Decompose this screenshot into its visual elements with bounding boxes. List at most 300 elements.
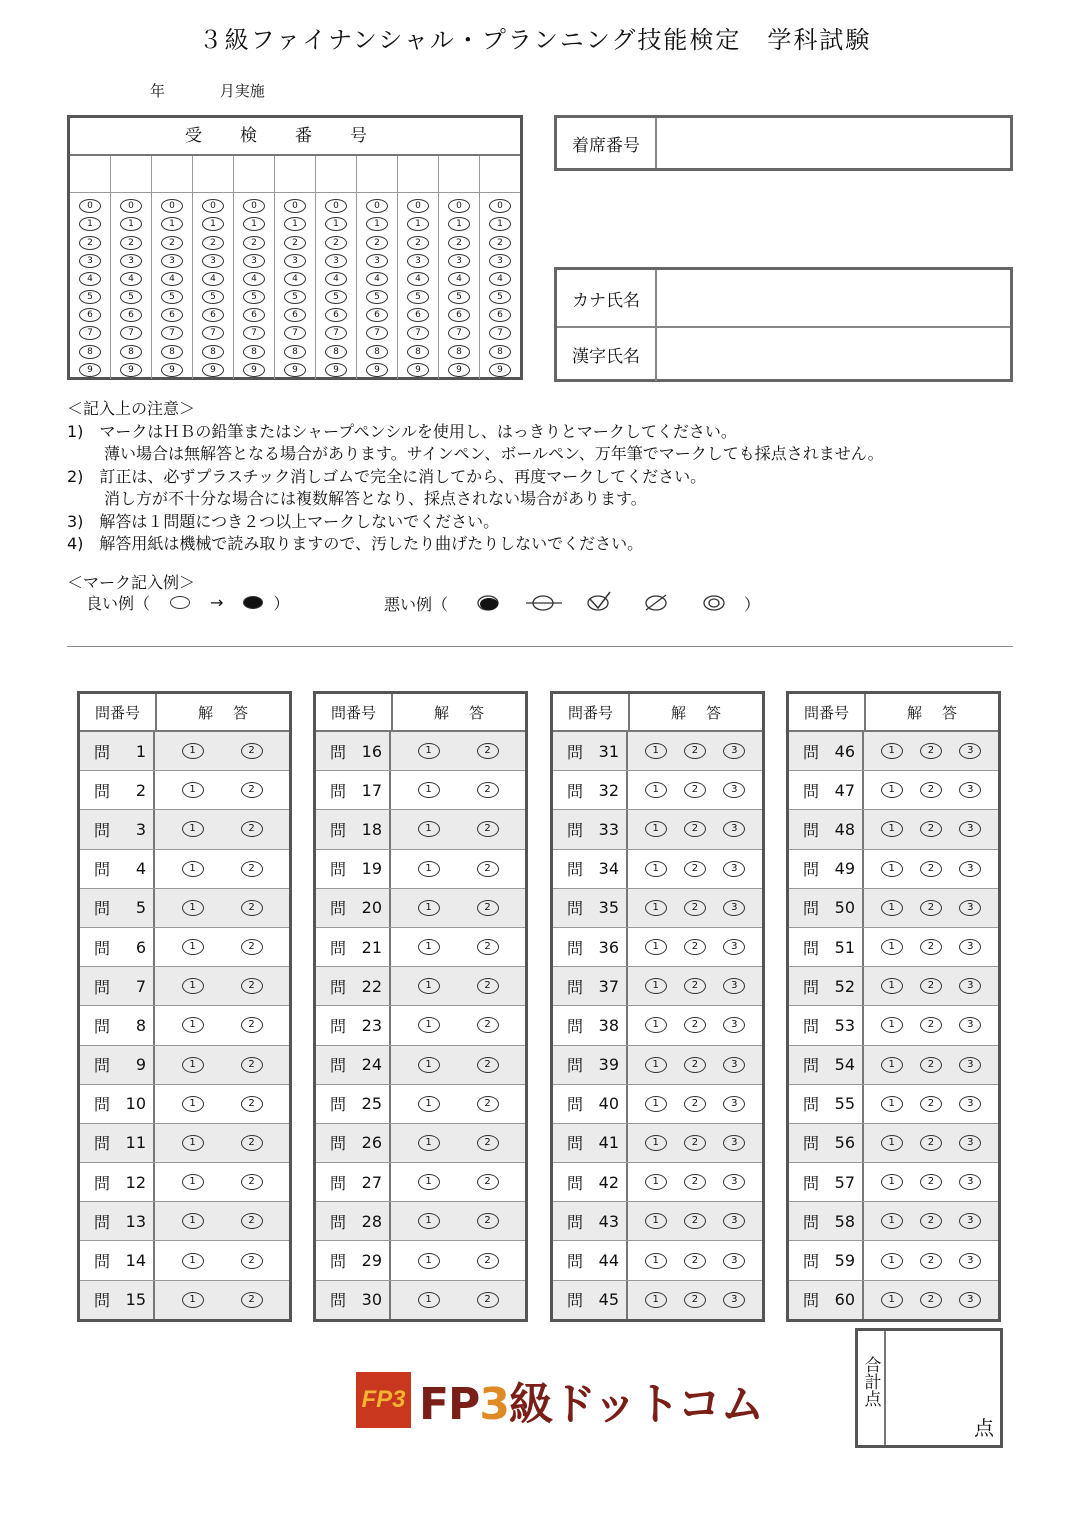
answer-bubble[interactable]: 3 [959, 1096, 981, 1112]
answer-bubble[interactable]: 1 [645, 1135, 667, 1151]
exam-digit-bubble[interactable]: 0 [202, 199, 224, 213]
exam-digit-bubble[interactable]: 3 [448, 254, 470, 268]
answer-bubble[interactable]: 1 [418, 900, 440, 916]
answer-bubble[interactable]: 1 [645, 782, 667, 798]
answer-bubble[interactable]: 2 [684, 900, 706, 916]
answer-bubble[interactable]: 2 [477, 782, 499, 798]
answer-bubble[interactable]: 2 [684, 978, 706, 994]
answer-bubble[interactable]: 1 [645, 1174, 667, 1190]
answer-bubble[interactable]: 1 [881, 821, 903, 837]
exam-digit-bubble[interactable]: 3 [407, 254, 429, 268]
answer-bubble[interactable]: 2 [684, 1017, 706, 1033]
exam-digit-bubble[interactable]: 8 [489, 345, 511, 359]
answer-bubble[interactable]: 3 [723, 1017, 745, 1033]
exam-digit-bubble[interactable]: 8 [79, 345, 101, 359]
answer-bubble[interactable]: 1 [182, 861, 204, 877]
exam-digit-write-box[interactable] [439, 156, 479, 193]
answer-bubble[interactable]: 2 [241, 900, 263, 916]
answer-bubble[interactable]: 2 [920, 1096, 942, 1112]
question-number-value: 16 [361, 741, 383, 761]
answer-bubble[interactable]: 2 [684, 1135, 706, 1151]
answer-bubble[interactable]: 2 [477, 978, 499, 994]
exam-digit-bubble[interactable]: 6 [202, 308, 224, 322]
exam-digit-bubble[interactable]: 0 [325, 199, 347, 213]
exam-digit-bubble[interactable]: 1 [79, 217, 101, 231]
answer-bubble[interactable]: 1 [881, 743, 903, 759]
answer-bubble[interactable]: 1 [645, 1057, 667, 1073]
question-number-value: 56 [834, 1133, 856, 1153]
exam-digit-bubble[interactable]: 2 [202, 236, 224, 250]
answer-bubble[interactable]: 1 [881, 1292, 903, 1308]
answer-bubble[interactable]: 1 [881, 900, 903, 916]
question-number-value: 38 [598, 1015, 620, 1035]
exam-digit-bubble[interactable]: 8 [448, 345, 470, 359]
answer-bubble[interactable]: 3 [723, 861, 745, 877]
answer-bubble[interactable]: 3 [959, 1292, 981, 1308]
answer-bubble[interactable]: 1 [182, 782, 204, 798]
exam-digit-bubble[interactable]: 8 [202, 345, 224, 359]
kanji-name-field[interactable] [657, 328, 1010, 381]
seat-number-field[interactable] [657, 118, 1010, 168]
answer-bubble[interactable]: 3 [959, 1213, 981, 1229]
exam-digit-bubble[interactable]: 2 [120, 236, 142, 250]
exam-digit-bubble[interactable]: 5 [79, 290, 101, 304]
exam-digit-bubble[interactable]: 5 [407, 290, 429, 304]
answer-bubble[interactable]: 1 [418, 743, 440, 759]
answer-options [155, 771, 289, 809]
answer-bubble[interactable]: 1 [418, 939, 440, 955]
exam-digit-bubble[interactable]: 6 [407, 308, 429, 322]
exam-digit-write-box[interactable] [398, 156, 438, 193]
exam-digit-bubble[interactable]: 5 [489, 290, 511, 304]
exam-digit-bubble[interactable]: 4 [407, 272, 429, 286]
answer-bubble[interactable]: 1 [418, 1017, 440, 1033]
exam-digit-bubble[interactable]: 6 [489, 308, 511, 322]
question-number [316, 1202, 391, 1240]
answer-bubble[interactable]: 3 [723, 1174, 745, 1190]
exam-digit-bubble[interactable]: 5 [366, 290, 388, 304]
answer-bubble[interactable]: 3 [959, 939, 981, 955]
answer-bubble[interactable]: 1 [182, 1174, 204, 1190]
exam-digit-bubble[interactable]: 1 [120, 217, 142, 231]
answer-bubble[interactable]: 2 [920, 743, 942, 759]
exam-digit-bubble[interactable]: 6 [366, 308, 388, 322]
exam-digit-bubble[interactable]: 1 [284, 217, 306, 231]
answer-bubble[interactable]: 1 [645, 1096, 667, 1112]
answer-bubble[interactable]: 3 [723, 900, 745, 916]
exam-digit-bubble[interactable]: 9 [325, 363, 347, 377]
answer-bubble[interactable]: 1 [418, 782, 440, 798]
answer-bubble[interactable]: 2 [920, 900, 942, 916]
answer-bubble[interactable]: 2 [684, 1253, 706, 1269]
answer-bubble[interactable]: 1 [645, 1017, 667, 1033]
answer-bubble[interactable]: 2 [241, 1292, 263, 1308]
exam-digit-bubble[interactable]: 5 [284, 290, 306, 304]
answer-bubble[interactable]: 3 [959, 1174, 981, 1190]
answer-bubble[interactable]: 2 [920, 1253, 942, 1269]
answer-bubble[interactable]: 1 [418, 978, 440, 994]
exam-digit-bubble[interactable]: 6 [161, 308, 183, 322]
answer-bubble[interactable]: 1 [881, 978, 903, 994]
answer-bubble[interactable]: 2 [477, 861, 499, 877]
exam-digit-bubble[interactable]: 4 [120, 272, 142, 286]
answer-bubble[interactable]: 3 [959, 1135, 981, 1151]
answer-bubble[interactable]: 2 [920, 1135, 942, 1151]
exam-digit-bubble[interactable]: 5 [448, 290, 470, 304]
exam-digit-bubble[interactable]: 8 [120, 345, 142, 359]
answer-bubble[interactable]: 2 [684, 782, 706, 798]
answer-options [628, 1241, 762, 1279]
exam-digit-bubble[interactable]: 3 [161, 254, 183, 268]
answer-options [155, 1202, 289, 1240]
answer-bubble[interactable]: 2 [684, 1174, 706, 1190]
exam-digit-bubble[interactable]: 0 [448, 199, 470, 213]
answer-bubble[interactable]: 2 [477, 1253, 499, 1269]
answer-bubble[interactable]: 2 [920, 1213, 942, 1229]
exam-digit-bubble[interactable]: 5 [325, 290, 347, 304]
exam-digit-bubble[interactable]: 7 [489, 326, 511, 340]
answer-bubble[interactable]: 2 [920, 861, 942, 877]
exam-digit-bubble[interactable]: 4 [448, 272, 470, 286]
answer-bubble[interactable]: 2 [684, 743, 706, 759]
answer-bubble[interactable]: 3 [959, 1057, 981, 1073]
answer-bubble[interactable]: 1 [182, 1253, 204, 1269]
exam-digit-bubble[interactable]: 3 [243, 254, 265, 268]
answer-row [553, 1084, 762, 1123]
exam-digit-bubble[interactable]: 9 [489, 363, 511, 377]
answer-bubble[interactable]: 2 [477, 821, 499, 837]
answer-bubble[interactable]: 1 [645, 1253, 667, 1269]
answer-bubble[interactable]: 1 [645, 900, 667, 916]
exam-digit-bubble[interactable]: 0 [120, 199, 142, 213]
exam-digit-bubble[interactable]: 4 [284, 272, 306, 286]
exam-digit-bubble[interactable]: 4 [79, 272, 101, 286]
exam-digit-bubble[interactable]: 8 [161, 345, 183, 359]
exam-digit-write-box[interactable] [70, 156, 110, 193]
exam-digit-bubble[interactable]: 8 [284, 345, 306, 359]
exam-digit-bubble[interactable]: 2 [161, 236, 183, 250]
answer-bubble[interactable]: 2 [920, 1174, 942, 1190]
question-prefix: 問 [330, 860, 347, 880]
exam-digit-bubble[interactable]: 7 [366, 326, 388, 340]
exam-digit-bubble[interactable]: 7 [448, 326, 470, 340]
answer-bubble[interactable]: 1 [418, 821, 440, 837]
answer-bubble[interactable]: 1 [182, 1017, 204, 1033]
answer-bubble[interactable]: 2 [241, 1096, 263, 1112]
exam-digit-bubble[interactable]: 6 [284, 308, 306, 322]
question-number [789, 1046, 864, 1084]
answer-bubble[interactable]: 3 [959, 900, 981, 916]
exam-digit-bubble[interactable]: 7 [407, 326, 429, 340]
answer-bubble[interactable]: 2 [477, 1292, 499, 1308]
exam-digit-bubble[interactable]: 4 [325, 272, 347, 286]
exam-digit-bubble[interactable]: 1 [325, 217, 347, 231]
exam-digit-bubble[interactable]: 2 [366, 236, 388, 250]
answer-bubble[interactable]: 3 [959, 743, 981, 759]
exam-digit-bubble[interactable]: 8 [407, 345, 429, 359]
exam-digit-column [315, 156, 356, 379]
answer-bubble[interactable]: 3 [723, 1253, 745, 1269]
answer-bubble[interactable]: 1 [182, 1096, 204, 1112]
exam-digit-write-box[interactable] [234, 156, 274, 193]
question-prefix: 問 [803, 820, 820, 840]
answer-bubble[interactable]: 1 [645, 1292, 667, 1308]
answer-bubble[interactable]: 3 [723, 939, 745, 955]
answer-bubble[interactable]: 2 [477, 743, 499, 759]
exam-digit-bubble[interactable]: 4 [243, 272, 265, 286]
answer-bubble[interactable]: 1 [881, 782, 903, 798]
exam-digit-bubble[interactable]: 4 [489, 272, 511, 286]
exam-digit-bubble[interactable]: 6 [120, 308, 142, 322]
question-number-value: 26 [361, 1133, 383, 1153]
exam-digit-bubble[interactable]: 2 [284, 236, 306, 250]
exam-digit-bubble[interactable]: 8 [325, 345, 347, 359]
exam-digit-bubble[interactable]: 9 [202, 363, 224, 377]
answer-bubble[interactable]: 1 [418, 1292, 440, 1308]
exam-digit-bubble[interactable]: 2 [407, 236, 429, 250]
answer-bubble[interactable]: 2 [477, 1174, 499, 1190]
answer-options [155, 1124, 289, 1162]
exam-digit-write-box[interactable] [316, 156, 356, 193]
exam-digit-bubble[interactable]: 2 [448, 236, 470, 250]
answer-bubble[interactable]: 3 [723, 1292, 745, 1308]
exam-digit-bubble[interactable]: 6 [448, 308, 470, 322]
answer-table-header [553, 694, 762, 732]
exam-digit-bubble[interactable]: 2 [79, 236, 101, 250]
answer-bubble[interactable]: 1 [881, 1174, 903, 1190]
exam-digit-write-box[interactable] [193, 156, 233, 193]
answer-bubble[interactable]: 2 [684, 939, 706, 955]
exam-digit-bubble[interactable]: 2 [325, 236, 347, 250]
answer-bubble[interactable]: 2 [241, 1135, 263, 1151]
exam-digit-bubble[interactable]: 9 [120, 363, 142, 377]
exam-digit-bubble[interactable]: 1 [407, 217, 429, 231]
answer-bubble[interactable]: 3 [959, 861, 981, 877]
answer-bubble[interactable]: 2 [241, 939, 263, 955]
answer-bubble[interactable]: 2 [241, 1174, 263, 1190]
exam-digit-bubble[interactable]: 5 [243, 290, 265, 304]
answer-bubble[interactable]: 3 [723, 1213, 745, 1229]
answer-bubble[interactable]: 1 [418, 1213, 440, 1229]
answer-bubble[interactable]: 3 [723, 1057, 745, 1073]
answer-bubble[interactable]: 1 [418, 1253, 440, 1269]
exam-digit-write-box[interactable] [111, 156, 151, 193]
exam-digit-bubble[interactable]: 7 [202, 326, 224, 340]
answer-bubble[interactable]: 2 [241, 978, 263, 994]
answer-bubble[interactable]: 3 [723, 1096, 745, 1112]
answer-bubble[interactable]: 1 [182, 1135, 204, 1151]
answer-bubble[interactable]: 1 [645, 939, 667, 955]
answer-bubble[interactable]: 1 [645, 1213, 667, 1229]
answer-bubble[interactable]: 2 [920, 939, 942, 955]
answer-bubble[interactable]: 3 [959, 1017, 981, 1033]
answer-bubble[interactable]: 2 [920, 782, 942, 798]
answer-bubble[interactable]: 3 [723, 743, 745, 759]
exam-digit-bubble[interactable]: 3 [284, 254, 306, 268]
answer-bubble[interactable]: 1 [881, 1057, 903, 1073]
answer-bubble[interactable]: 2 [684, 821, 706, 837]
exam-digit-bubble[interactable]: 5 [120, 290, 142, 304]
answer-bubble[interactable]: 2 [684, 1213, 706, 1229]
answer-bubble[interactable]: 1 [182, 1057, 204, 1073]
exam-digit-bubble[interactable]: 1 [366, 217, 388, 231]
answer-bubble[interactable]: 3 [959, 1253, 981, 1269]
exam-digit-bubble[interactable]: 3 [325, 254, 347, 268]
answer-bubble[interactable]: 2 [241, 1057, 263, 1073]
answer-bubble[interactable]: 2 [684, 1096, 706, 1112]
answer-bubble[interactable]: 2 [477, 1096, 499, 1112]
exam-digit-bubble[interactable]: 7 [161, 326, 183, 340]
exam-digit-bubble[interactable]: 9 [407, 363, 429, 377]
exam-digit-bubble[interactable]: 9 [161, 363, 183, 377]
answer-bubble[interactable]: 1 [418, 1135, 440, 1151]
answer-bubble[interactable]: 2 [241, 861, 263, 877]
answer-bubble[interactable]: 1 [418, 1096, 440, 1112]
answer-bubble[interactable]: 1 [182, 939, 204, 955]
answer-bubble[interactable]: 2 [920, 1017, 942, 1033]
exam-digit-bubble[interactable]: 1 [489, 217, 511, 231]
answer-bubble[interactable]: 2 [241, 1017, 263, 1033]
answer-bubble[interactable]: 1 [645, 743, 667, 759]
answer-bubble[interactable]: 2 [477, 1135, 499, 1151]
exam-digit-bubble[interactable]: 3 [366, 254, 388, 268]
exam-digit-bubble[interactable]: 0 [284, 199, 306, 213]
answer-bubble[interactable]: 3 [723, 1135, 745, 1151]
answer-bubble[interactable]: 1 [182, 978, 204, 994]
answer-bubble[interactable]: 2 [477, 1057, 499, 1073]
exam-digit-write-box[interactable] [275, 156, 315, 193]
instruction-line: 1) マークはＨＢの鉛筆またはシャープペンシルを使用し、はっきりとマークしてください。 [67, 421, 737, 441]
answer-bubble[interactable]: 1 [881, 939, 903, 955]
answer-bubble[interactable]: 2 [684, 1292, 706, 1308]
answer-bubble[interactable]: 2 [477, 1213, 499, 1229]
exam-digit-bubble[interactable]: 5 [202, 290, 224, 304]
exam-digit-bubble[interactable]: 1 [243, 217, 265, 231]
exam-digit-bubble[interactable]: 4 [161, 272, 183, 286]
answer-bubble[interactable]: 2 [241, 743, 263, 759]
exam-digit-bubble[interactable]: 7 [120, 326, 142, 340]
answer-bubble[interactable]: 1 [881, 1096, 903, 1112]
exam-digit-bubble[interactable]: 3 [489, 254, 511, 268]
answer-bubble[interactable]: 1 [645, 821, 667, 837]
exam-digit-write-box[interactable] [152, 156, 192, 193]
exam-digit-bubble[interactable]: 4 [366, 272, 388, 286]
answer-bubble[interactable]: 3 [959, 978, 981, 994]
exam-digit-bubble[interactable]: 2 [489, 236, 511, 250]
answer-bubble[interactable]: 2 [920, 1057, 942, 1073]
exam-digit-write-box[interactable] [480, 156, 520, 193]
answer-options [864, 928, 998, 966]
answer-bubble[interactable]: 1 [881, 861, 903, 877]
answer-bubble[interactable]: 2 [241, 782, 263, 798]
exam-digit-bubble[interactable]: 1 [202, 217, 224, 231]
answer-bubble[interactable]: 2 [477, 939, 499, 955]
exam-digit-bubble[interactable]: 6 [243, 308, 265, 322]
exam-digit-write-box[interactable] [357, 156, 397, 193]
exam-digit-bubble[interactable]: 9 [366, 363, 388, 377]
exam-digit-bubble[interactable]: 7 [79, 326, 101, 340]
question-prefix: 問 [94, 1016, 111, 1036]
answer-bubble[interactable]: 1 [881, 1253, 903, 1269]
answer-bubble[interactable]: 1 [418, 1057, 440, 1073]
answer-bubble[interactable]: 2 [241, 821, 263, 837]
exam-digit-bubble[interactable]: 9 [284, 363, 306, 377]
answer-bubble[interactable]: 1 [182, 743, 204, 759]
question-prefix: 問 [330, 1291, 347, 1311]
answer-bubble[interactable]: 2 [920, 1292, 942, 1308]
answer-bubble[interactable]: 3 [723, 821, 745, 837]
answer-bubble[interactable]: 3 [959, 821, 981, 837]
exam-digit-bubble[interactable]: 9 [243, 363, 265, 377]
exam-digit-bubble[interactable]: 3 [120, 254, 142, 268]
exam-digit-bubble[interactable]: 1 [161, 217, 183, 231]
answer-bubble[interactable]: 2 [241, 1253, 263, 1269]
question-number [789, 1124, 864, 1162]
exam-digit-bubble[interactable]: 3 [202, 254, 224, 268]
answer-bubble[interactable]: 1 [881, 1135, 903, 1151]
exam-digit-bubble[interactable]: 5 [161, 290, 183, 304]
exam-digit-bubble[interactable]: 9 [448, 363, 470, 377]
answer-bubble[interactable]: 1 [182, 1292, 204, 1308]
exam-digit-bubble[interactable]: 8 [366, 345, 388, 359]
question-number [80, 1241, 155, 1279]
exam-digit-bubble[interactable]: 0 [366, 199, 388, 213]
exam-digit-bubble[interactable]: 6 [79, 308, 101, 322]
exam-digit-bubble[interactable]: 2 [243, 236, 265, 250]
answer-bubble[interactable]: 3 [723, 978, 745, 994]
answer-bubble[interactable]: 1 [182, 1213, 204, 1229]
total-score-field[interactable] [886, 1331, 1000, 1445]
exam-digit-bubble[interactable]: 7 [325, 326, 347, 340]
answer-bubble[interactable]: 2 [920, 978, 942, 994]
answer-bubble[interactable]: 1 [881, 1017, 903, 1033]
answer-bubble[interactable]: 2 [241, 1213, 263, 1229]
answer-bubble[interactable]: 3 [723, 782, 745, 798]
exam-digit-bubble[interactable]: 7 [284, 326, 306, 340]
answer-bubble[interactable]: 1 [645, 861, 667, 877]
answer-bubble[interactable]: 1 [182, 900, 204, 916]
answer-bubble[interactable]: 3 [959, 782, 981, 798]
answer-bubble[interactable]: 1 [182, 821, 204, 837]
answer-options [391, 1241, 525, 1279]
exam-digit-bubble[interactable]: 7 [243, 326, 265, 340]
answer-bubble[interactable]: 1 [645, 978, 667, 994]
exam-digit-bubble[interactable]: 8 [243, 345, 265, 359]
exam-digit-bubble[interactable]: 1 [448, 217, 470, 231]
answer-bubble[interactable]: 2 [920, 821, 942, 837]
answer-bubble[interactable]: 1 [418, 861, 440, 877]
answer-bubble[interactable]: 1 [881, 1213, 903, 1229]
exam-digit-bubble[interactable]: 0 [161, 199, 183, 213]
kana-name-field[interactable] [657, 270, 1010, 326]
exam-digit-bubble[interactable]: 9 [79, 363, 101, 377]
exam-digit-bubble[interactable]: 6 [325, 308, 347, 322]
answer-bubble[interactable]: 2 [477, 1017, 499, 1033]
exam-digit-bubble[interactable]: 4 [202, 272, 224, 286]
answer-bubble[interactable]: 2 [684, 861, 706, 877]
answer-bubble[interactable]: 2 [477, 900, 499, 916]
answer-bubble[interactable]: 2 [684, 1057, 706, 1073]
question-number-value: 35 [598, 898, 620, 918]
exam-digit-bubble[interactable]: 0 [243, 199, 265, 213]
answer-bubble[interactable]: 1 [418, 1174, 440, 1190]
exam-digit-bubble[interactable]: 3 [79, 254, 101, 268]
exam-digit-bubble[interactable]: 0 [407, 199, 429, 213]
question-number-value: 50 [834, 898, 856, 918]
exam-digit-bubble[interactable]: 0 [79, 199, 101, 213]
question-prefix: 問 [330, 899, 347, 919]
exam-digit-bubble[interactable]: 0 [489, 199, 511, 213]
